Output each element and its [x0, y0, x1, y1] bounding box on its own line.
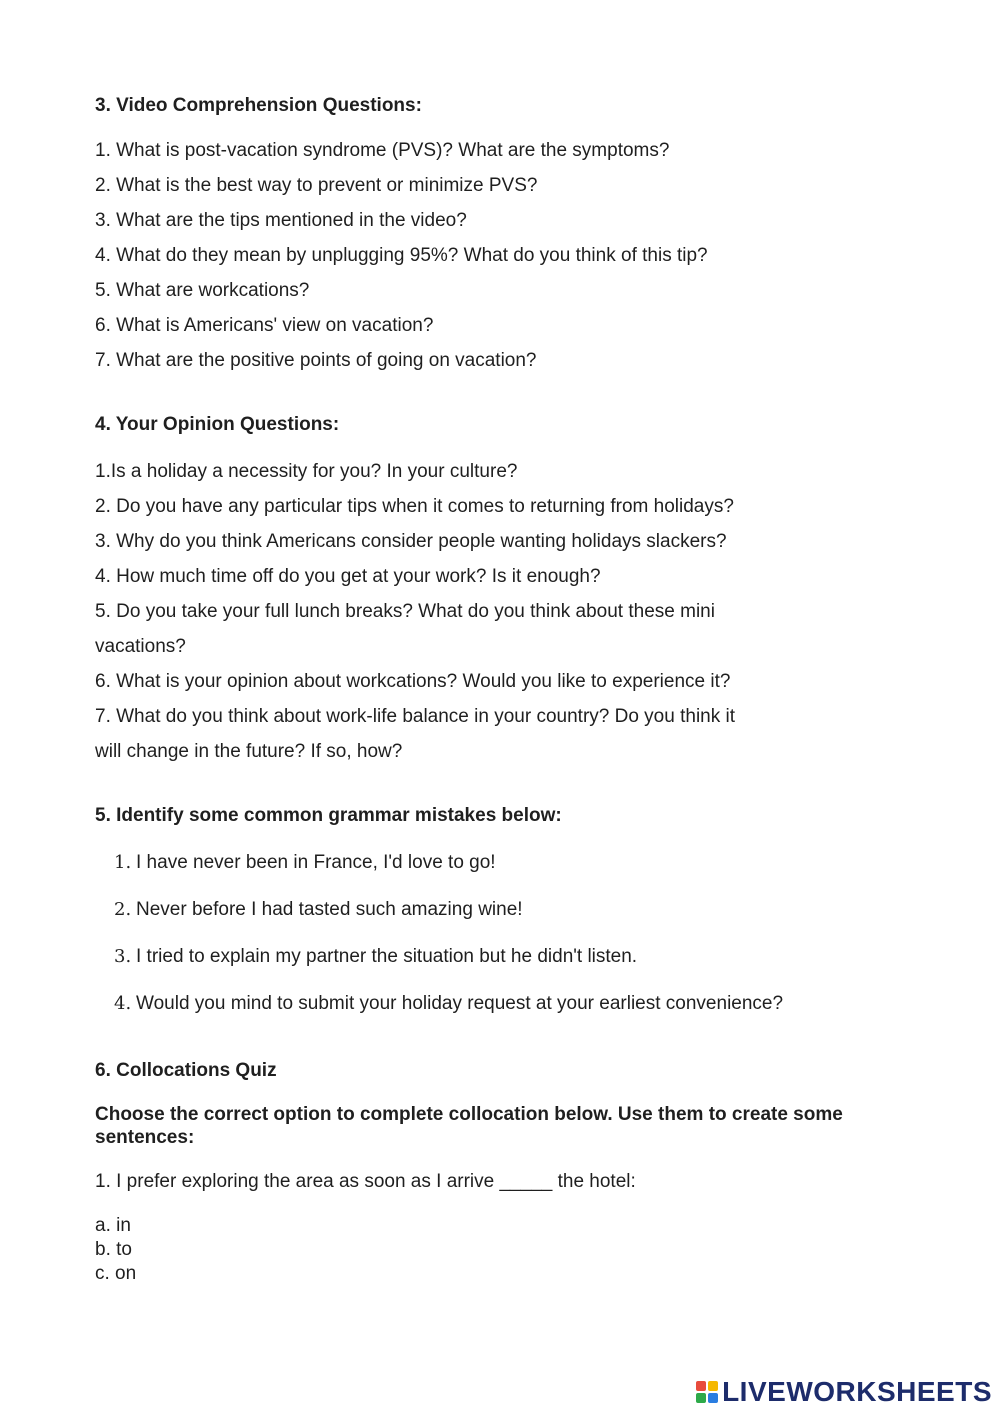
grammar-item-number: 1.	[114, 852, 132, 873]
comprehension-question: 3. What are the tips mentioned in the video?	[95, 210, 467, 231]
grammar-item	[114, 993, 783, 1015]
answer-option-c: c. on	[95, 1263, 137, 1284]
comprehension-question: 2. What is the best way to prevent or minimize PVS?	[95, 175, 538, 196]
opinion-question: 1.Is a holiday a necessity for you? In your culture?	[95, 461, 518, 482]
answer-option-b: b. to	[95, 1239, 132, 1260]
grammar-item-number: 4.	[114, 993, 132, 1014]
logo-block	[696, 1393, 706, 1403]
logo-blocks-icon	[696, 1381, 718, 1403]
comprehension-question: 6. What is Americans' view on vacation?	[95, 315, 434, 336]
grammar-item	[114, 899, 523, 921]
section-6-heading: 6. Collocations Quiz	[95, 1060, 277, 1081]
grammar-item	[114, 946, 637, 968]
opinion-question: 3. Why do you think Americans consider people wanting holidays slackers?	[95, 531, 727, 552]
comprehension-question: 7. What are the positive points of going on vacation?	[95, 350, 537, 371]
section-4-heading: 4. Your Opinion Questions:	[95, 414, 340, 435]
section-3-heading: 3. Video Comprehension Questions:	[95, 95, 422, 116]
opinion-question-continued: vacations?	[95, 636, 186, 657]
opinion-question: 5. Do you take your full lunch breaks? What do you think about these mini	[95, 601, 715, 622]
logo-block	[708, 1381, 718, 1391]
answer-option-a: a. in	[95, 1215, 131, 1236]
section-5-heading: 5. Identify some common grammar mistakes below:	[95, 805, 562, 826]
comprehension-question: 5. What are workcations?	[95, 280, 310, 301]
grammar-item-text: Would you mind to submit your holiday request at your earliest convenience?	[136, 993, 784, 1014]
comprehension-question: 1. What is post-vacation syndrome (PVS)? What are the symptoms?	[95, 140, 670, 161]
grammar-item-number: 2.	[114, 899, 132, 920]
grammar-item-text: I tried to explain my partner the situation but he didn't listen.	[136, 946, 638, 967]
grammar-item-number: 3.	[114, 946, 132, 967]
logo-text: LIVEWORKSHEETS	[722, 1376, 992, 1407]
opinion-question: 2. Do you have any particular tips when it comes to returning from holidays?	[95, 496, 734, 517]
opinion-question: 4. How much time off do you get at your work? Is it enough?	[95, 566, 601, 587]
opinion-question: 6. What is your opinion about workcations? Would you like to experience it?	[95, 671, 731, 692]
collocation-instruction: Choose the correct option to complete collocation below. Use them to create some	[95, 1104, 843, 1125]
comprehension-question: 4. What do they mean by unplugging 95%? What do you think of this tip?	[95, 245, 708, 266]
grammar-item	[114, 852, 496, 874]
logo-block	[708, 1393, 718, 1403]
collocation-instruction-continued: sentences:	[95, 1127, 195, 1148]
liveworksheets-logo	[696, 1377, 992, 1407]
logo-block	[696, 1381, 706, 1391]
opinion-question: 7. What do you think about work-life balance in your country? Do you think it	[95, 706, 736, 727]
grammar-item-text: I have never been in France, I'd love to go!	[136, 852, 496, 873]
collocation-question: 1. I prefer exploring the area as soon as I arrive _____ the hotel:	[95, 1171, 636, 1192]
opinion-question-continued: will change in the future? If so, how?	[95, 741, 403, 762]
grammar-item-text: Never before I had tasted such amazing wine!	[136, 899, 523, 920]
